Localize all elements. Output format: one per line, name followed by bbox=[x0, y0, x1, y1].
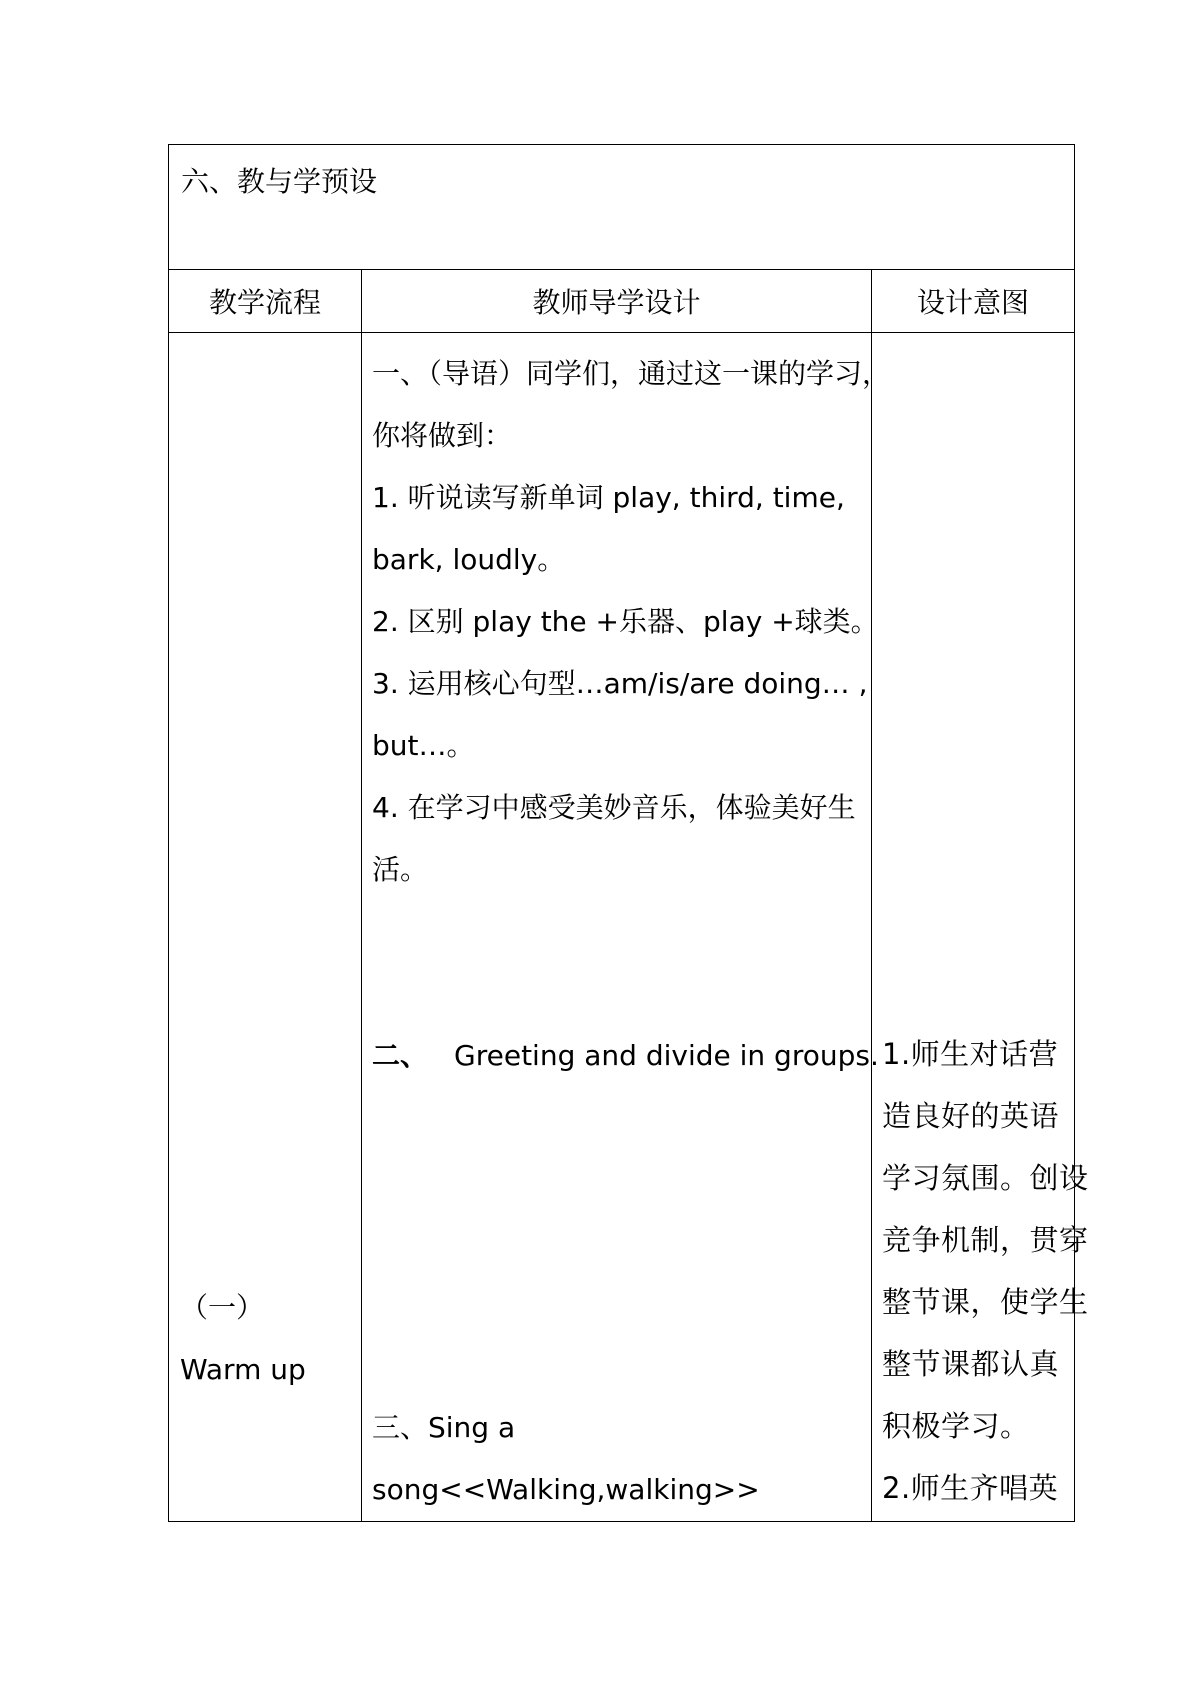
intent-line: 整节课，使学生 bbox=[882, 1285, 1089, 1319]
intent-line: 2.师生齐唱英 bbox=[882, 1471, 1059, 1505]
step3-line: song<<Walking,walking>> bbox=[372, 1473, 760, 1506]
section-title-cell bbox=[169, 145, 1075, 270]
stage-name: Warm up bbox=[180, 1353, 306, 1386]
step2-number: 二、 bbox=[372, 1039, 429, 1072]
spacer bbox=[372, 1087, 863, 1397]
intro-line: 1. 听说读写新单词 play, third, time, bbox=[372, 481, 845, 514]
header-design-intent: 设计意图 bbox=[872, 270, 1075, 333]
intro-line: 你将做到： bbox=[372, 419, 513, 452]
design-intent-content bbox=[872, 333, 1089, 1519]
lesson-plan-table bbox=[168, 144, 1089, 1522]
flow-stage bbox=[180, 1277, 306, 1401]
intent-line: 学习氛围。创设 bbox=[882, 1161, 1089, 1195]
teacher-design-content bbox=[362, 333, 891, 1521]
intro-line: 4. 在学习中感受美妙音乐，体验美好生 bbox=[372, 791, 856, 824]
intro-line: 3. 运用核心句型…am/is/are doing… , bbox=[372, 667, 868, 700]
stage-number: （一） bbox=[180, 1291, 265, 1324]
header-teaching-flow: 教学流程 bbox=[169, 270, 362, 333]
step3-line: 三、Sing a bbox=[372, 1411, 516, 1444]
step2-line bbox=[372, 1025, 879, 1087]
intro-line: 2. 区别 play the +乐器、play +球类。 bbox=[372, 605, 879, 638]
intent-line: 整节课都认真 bbox=[882, 1347, 1060, 1381]
intro-line: 一、（导语）同学们，通过这一课的学习， bbox=[372, 357, 891, 390]
spacer bbox=[372, 901, 863, 1025]
design-intent-cell bbox=[872, 333, 1089, 1522]
intent-line: 1.师生对话营 bbox=[882, 1037, 1059, 1071]
section-title: 六、教与学预设 bbox=[181, 165, 378, 198]
teacher-design-cell bbox=[362, 333, 891, 1522]
intent-line: 竞争机制，贯穿 bbox=[882, 1223, 1089, 1257]
intent-line: 积极学习。 bbox=[882, 1409, 1030, 1443]
intent-line: 造良好的英语 bbox=[882, 1099, 1060, 1133]
intro-line: 活。 bbox=[372, 853, 429, 886]
flow-cell bbox=[169, 333, 362, 1522]
step2-text: Greeting and divide in groups. bbox=[454, 1039, 879, 1072]
intro-line: but…。 bbox=[372, 729, 475, 762]
intro-line: bark, loudly。 bbox=[372, 543, 566, 576]
header-teacher-design: 教师导学设计 bbox=[362, 270, 872, 333]
